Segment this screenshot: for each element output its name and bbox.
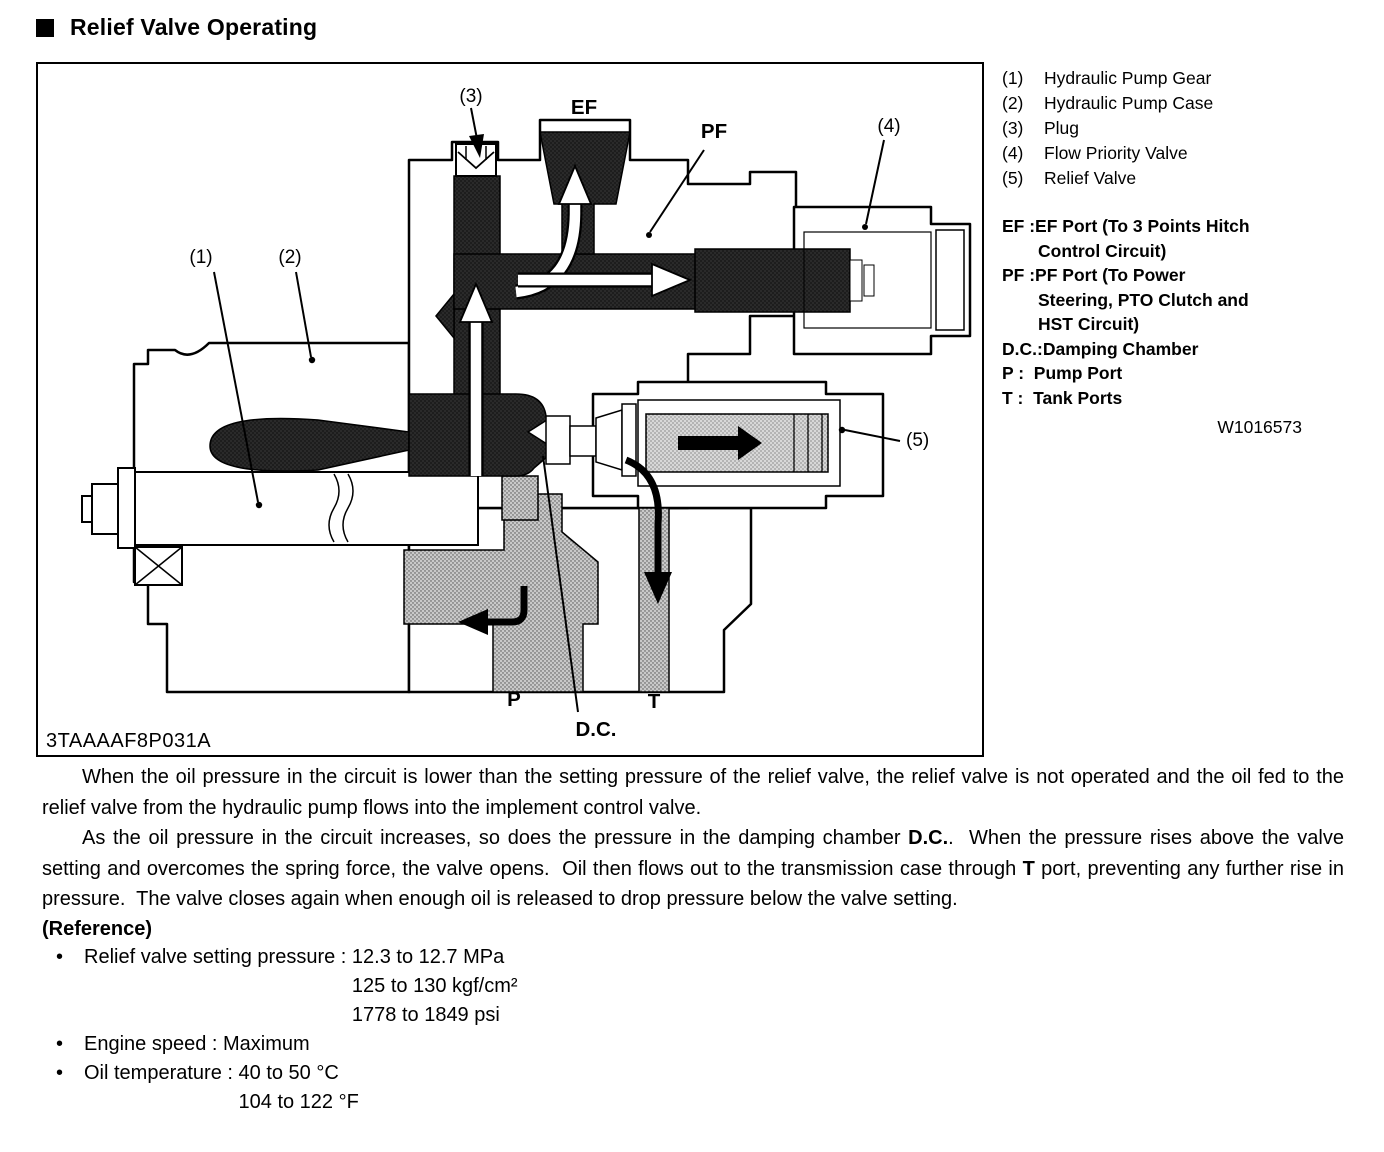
- legend-item-num: (3): [1002, 118, 1024, 138]
- reference-separator: :: [335, 945, 352, 968]
- legend-item-label: Relief Valve: [1044, 168, 1137, 188]
- bullet-icon: •: [56, 1061, 64, 1084]
- leader-5-dot: [839, 427, 845, 433]
- reference-value: 40 to 50 °C: [238, 1061, 339, 1084]
- reference-separator: :: [221, 1061, 239, 1084]
- label-2: (2): [278, 247, 302, 268]
- port-definition-line: Control Circuit): [1038, 240, 1167, 261]
- shaft-coupling: [92, 484, 118, 534]
- port-definition-line: EF :EF Port (To 3 Points Hitch: [1002, 216, 1250, 236]
- spool-spring-slot: [864, 265, 874, 296]
- reference-values: [223, 1030, 310, 1059]
- figure-box: [36, 62, 984, 757]
- label-5: (5): [906, 430, 930, 451]
- reference-value: 125 to 130 kgf/cm²: [351, 974, 518, 997]
- paragraph-2-bold-t: T: [1022, 857, 1035, 880]
- legend: [1002, 66, 1384, 440]
- reference-item: [42, 1030, 1344, 1059]
- priority-valve-spool: [695, 249, 850, 312]
- reference-item: [42, 943, 1344, 1030]
- paragraph-2: [42, 823, 1350, 915]
- legend-item-num: (2): [1002, 93, 1024, 113]
- label-t: T: [647, 690, 661, 713]
- poppet: [570, 426, 596, 456]
- paragraph-2-segment: port, preventing any further rise in pressure. The valve closes again when enough oil is released to drop pressure below the valve setting.: [42, 857, 1350, 910]
- section-marker-icon: [36, 19, 54, 37]
- bullet-icon: •: [56, 1032, 64, 1055]
- reference-item: [42, 1059, 1344, 1117]
- paragraph-1: When the oil pressure in the circuit is lower than the setting pressure of the relief valve, the relief valve is not operated and the oil fed to the relief valve from the hydraulic pump flows into the implement control valve.: [42, 766, 1350, 819]
- poppet-stem: [546, 416, 570, 464]
- valve-end-cap: [936, 230, 964, 330]
- reference-values: [239, 1059, 359, 1117]
- figure-code: 3TAAAAF8P031A: [46, 730, 212, 752]
- label-1: (1): [189, 247, 213, 268]
- label-4: (4): [877, 116, 901, 137]
- legend-item: [1002, 91, 1384, 116]
- legend-item: [1002, 116, 1384, 141]
- label-p: P: [507, 688, 521, 711]
- hydraulic-cross-section-diagram: [38, 64, 978, 751]
- reference-label: Engine speed: [84, 1032, 207, 1055]
- legend-item-num: (4): [1002, 143, 1024, 163]
- port-definition-line: HST Circuit): [1038, 314, 1140, 334]
- legend-item-num: (1): [1002, 68, 1024, 88]
- legend-ports: [1002, 214, 1384, 440]
- label-ef: EF: [570, 96, 598, 119]
- section-title-row: [36, 14, 317, 41]
- pump-shaft: [135, 472, 478, 545]
- label-dc: D.C.: [575, 718, 617, 741]
- reference-value: Maximum: [223, 1032, 310, 1055]
- paragraph-2-bold-dc: D.C.: [908, 827, 949, 849]
- damping-passage: [502, 476, 538, 520]
- legend-item-label: Hydraulic Pump Gear: [1044, 68, 1212, 88]
- label-3: (3): [459, 86, 483, 107]
- leader-pf-dot: [646, 232, 652, 238]
- paragraph-2-segment: . When the pressure rises above the valve setting and overcomes the spring force, the valve opens. Oil then flows out to the transmission case through: [42, 827, 1350, 880]
- legend-item-num: (5): [1002, 168, 1024, 188]
- reference-separator: :: [206, 1032, 223, 1055]
- reference-value: 1778 to 1849 psi: [351, 1003, 500, 1026]
- legend-item-label: Flow Priority Valve: [1044, 143, 1188, 163]
- legend-item-label: Hydraulic Pump Case: [1044, 93, 1214, 113]
- port-definition-line: P : Pump Port: [1002, 363, 1123, 383]
- reference-label: Oil temperature: [84, 1061, 222, 1084]
- reference-value: 104 to 122 °F: [238, 1090, 359, 1113]
- spool-spring-slot: [850, 260, 862, 301]
- port-definition-line: T : Tank Ports: [1002, 387, 1123, 408]
- label-pf: PF: [700, 120, 728, 143]
- port-definition-line: D.C.:Damping Chamber: [1002, 338, 1199, 359]
- bullet-icon: •: [56, 945, 64, 968]
- legend-item: [1002, 66, 1384, 91]
- reference-label: Relief valve setting pressure: [84, 945, 336, 968]
- poppet-cone: [596, 410, 622, 470]
- body-text: [42, 762, 1350, 1117]
- figure-reference-number: W1016573: [1217, 417, 1302, 437]
- port-definition-line: Steering, PTO Clutch and: [1038, 289, 1249, 310]
- leader-1-dot: [256, 502, 262, 508]
- paragraph-2-segment: As the oil pressure in the circuit increases, so does the pressure in the damping chamber: [82, 827, 909, 849]
- leader-4-dot: [862, 224, 868, 230]
- tank-passage: [639, 508, 669, 692]
- leader-2-dot: [309, 357, 315, 363]
- legend-item: [1002, 141, 1384, 166]
- reference-heading: (Reference): [42, 917, 153, 940]
- legend-item: [1002, 166, 1384, 191]
- legend-item-label: Plug: [1044, 118, 1080, 138]
- shaft-collar: [118, 468, 135, 548]
- shaft-end: [82, 496, 92, 522]
- port-definition-line: PF :PF Port (To Power: [1002, 265, 1186, 285]
- reference-values: [352, 943, 518, 1030]
- reference-value: 12.3 to 12.7 MPa: [351, 945, 505, 968]
- page-title: Relief Valve Operating: [70, 14, 318, 40]
